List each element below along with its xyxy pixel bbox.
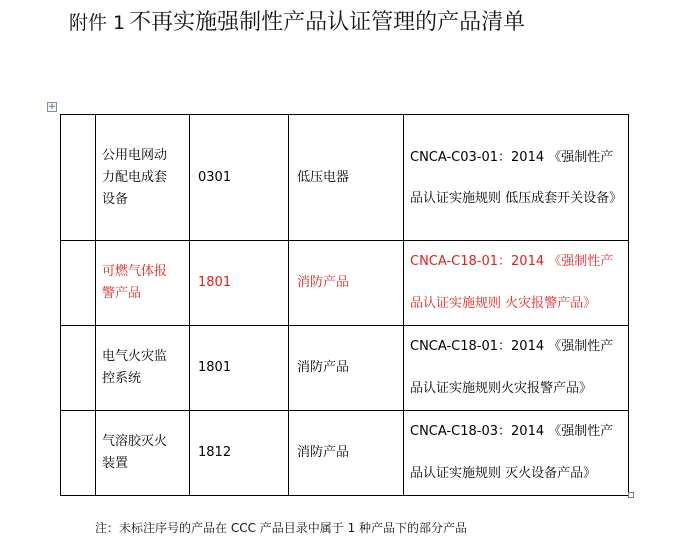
product-name-cell: 可燃气体报警产品 (96, 241, 190, 326)
product-code-cell: 1801 (190, 241, 289, 326)
table-row (61, 241, 629, 326)
row-index-cell (61, 326, 96, 411)
row-index-cell (61, 411, 96, 496)
product-table (60, 114, 629, 496)
product-category-cell: 消防产品 (289, 411, 404, 496)
product-code-cell: 0301 (190, 115, 289, 241)
table-row (61, 115, 629, 241)
product-code-cell: 1801 (190, 326, 289, 411)
product-name-cell: 公用电网动力配电成套设备 (96, 115, 190, 241)
product-code-cell: 1812 (190, 411, 289, 496)
move-cross-icon[interactable]: + (48, 102, 56, 112)
product-name-cell: 气溶胶灭火装置 (96, 411, 190, 496)
title-text: 不再实施强制性产品认证管理的产品清单 (129, 10, 526, 35)
certification-rule-cell: CNCA-C03-01：2014 《强制性产品认证实施规则 低压成套开关设备》 (404, 115, 629, 241)
product-category-cell: 消防产品 (289, 326, 404, 411)
title-prefix: 附件 1 (69, 12, 126, 34)
certification-rule-cell: CNCA-C18-01：2014 《强制性产品认证实施规则火灾报警产品》 (404, 326, 629, 411)
table-row (61, 411, 629, 496)
product-category-cell: 消防产品 (289, 241, 404, 326)
certification-rule-cell: CNCA-C18-01：2014 《强制性产品认证实施规则 火灾报警产品》 (404, 241, 629, 326)
document-title (69, 8, 525, 38)
resize-square-icon[interactable] (628, 492, 634, 498)
row-index-cell (61, 115, 96, 241)
footnote: 注：未标注序号的产品在 CCC 产品目录中属于 1 种产品下的部分产品 (95, 521, 468, 535)
product-name-cell: 电气火灾监控系统 (96, 326, 190, 411)
product-category-cell: 低压电器 (289, 115, 404, 241)
table-row (61, 326, 629, 411)
row-index-cell (61, 241, 96, 326)
certification-rule-cell: CNCA-C18-03：2014 《强制性产品认证实施规则 灭火设备产品》 (404, 411, 629, 496)
